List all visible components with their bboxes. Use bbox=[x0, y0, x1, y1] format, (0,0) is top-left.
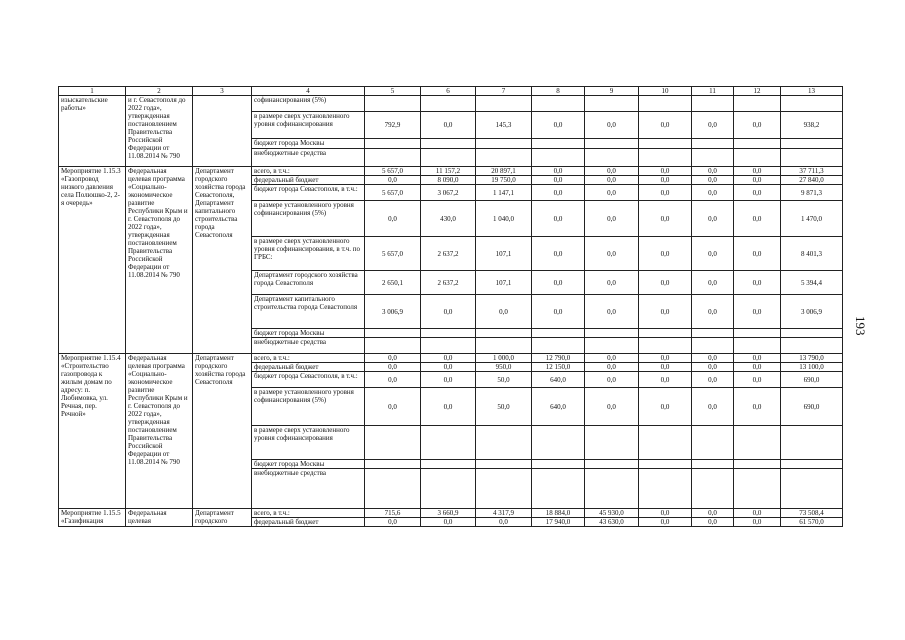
value-cell bbox=[476, 460, 532, 469]
value-cell bbox=[532, 426, 585, 460]
value-cell: 0,0 bbox=[692, 112, 734, 139]
funding-source-label: бюджет города Севастополя, в т.ч.: bbox=[252, 372, 365, 388]
value-cell: 792,9 bbox=[365, 112, 421, 139]
value-cell: 1 470,0 bbox=[781, 201, 843, 237]
funding-source-label: федеральный бюджет bbox=[252, 363, 365, 372]
value-cell: 107,1 bbox=[476, 271, 532, 295]
value-cell: 0,0 bbox=[639, 185, 692, 201]
header-cell: 10 bbox=[639, 87, 692, 96]
value-cell: 4 317,9 bbox=[476, 509, 532, 518]
value-cell bbox=[692, 139, 734, 149]
funding-source-label: внебюджетные средства bbox=[252, 338, 365, 354]
value-cell: 0,0 bbox=[532, 176, 585, 185]
value-cell bbox=[476, 96, 532, 112]
value-cell: 2 637,2 bbox=[421, 237, 476, 271]
value-cell bbox=[639, 469, 692, 509]
value-cell: 690,0 bbox=[781, 372, 843, 388]
value-cell bbox=[421, 139, 476, 149]
value-cell bbox=[365, 469, 421, 509]
value-cell bbox=[365, 460, 421, 469]
value-cell: 5 394,4 bbox=[781, 271, 843, 295]
value-cell: 8 090,0 bbox=[421, 176, 476, 185]
value-cell: 20 897,1 bbox=[476, 167, 532, 176]
value-cell bbox=[421, 460, 476, 469]
value-cell: 0,0 bbox=[692, 185, 734, 201]
funding-source-label: бюджет города Москвы bbox=[252, 139, 365, 149]
executor-cell: Департамент городского хозяйства города Севастополя bbox=[193, 354, 252, 509]
value-cell: 640,0 bbox=[532, 372, 585, 388]
value-cell: 640,0 bbox=[532, 388, 585, 426]
value-cell: 0,0 bbox=[734, 271, 781, 295]
value-cell bbox=[585, 149, 639, 167]
value-cell bbox=[585, 460, 639, 469]
header-cell: 3 bbox=[193, 87, 252, 96]
funding-source-label: бюджет города Москвы bbox=[252, 329, 365, 338]
funding-source-label: в размере сверх установленного уровня софинансирования bbox=[252, 112, 365, 139]
funding-source-label: всего, в т.ч.: bbox=[252, 509, 365, 518]
value-cell: 0,0 bbox=[692, 354, 734, 363]
value-cell: 5 657,0 bbox=[365, 237, 421, 271]
value-cell: 0,0 bbox=[734, 509, 781, 518]
value-cell bbox=[365, 338, 421, 354]
value-cell bbox=[532, 338, 585, 354]
value-cell: 0,0 bbox=[532, 201, 585, 237]
value-cell: 145,3 bbox=[476, 112, 532, 139]
funding-source-label: федеральный бюджет bbox=[252, 518, 365, 527]
funding-source-label: в размере сверх установленного уровня софинансирования, в т.ч. по ГРБС: bbox=[252, 237, 365, 271]
value-cell: 0,0 bbox=[692, 388, 734, 426]
value-cell: 0,0 bbox=[639, 372, 692, 388]
value-cell: 0,0 bbox=[692, 237, 734, 271]
value-cell: 0,0 bbox=[734, 518, 781, 527]
value-cell: 18 884,0 bbox=[532, 509, 585, 518]
value-cell: 0,0 bbox=[639, 167, 692, 176]
value-cell: 0,0 bbox=[734, 372, 781, 388]
value-cell: 0,0 bbox=[692, 518, 734, 527]
value-cell bbox=[365, 96, 421, 112]
header-row bbox=[59, 87, 843, 96]
value-cell: 0,0 bbox=[365, 176, 421, 185]
value-cell bbox=[639, 149, 692, 167]
value-cell: 0,0 bbox=[639, 518, 692, 527]
funding-source-label: бюджет города Севастополя, в т.ч.: bbox=[252, 185, 365, 201]
value-cell bbox=[585, 139, 639, 149]
value-cell bbox=[421, 329, 476, 338]
value-cell: 3 660,9 bbox=[421, 509, 476, 518]
value-cell: 13 100,0 bbox=[781, 363, 843, 372]
value-cell bbox=[692, 338, 734, 354]
funding-source-label: в размере установленного уровня софинансирования (5%) bbox=[252, 388, 365, 426]
value-cell bbox=[532, 139, 585, 149]
value-cell bbox=[692, 460, 734, 469]
table-row bbox=[59, 96, 843, 112]
value-cell: 3 006,9 bbox=[365, 295, 421, 329]
value-cell: 0,0 bbox=[585, 201, 639, 237]
value-cell: 45 930,0 bbox=[585, 509, 639, 518]
funding-source-label: Департамент городского хозяйства города Севастополя bbox=[252, 271, 365, 295]
header-cell: 11 bbox=[692, 87, 734, 96]
value-cell bbox=[585, 469, 639, 509]
value-cell bbox=[692, 469, 734, 509]
value-cell: 37 711,3 bbox=[781, 167, 843, 176]
value-cell bbox=[639, 96, 692, 112]
value-cell: 2 650,1 bbox=[365, 271, 421, 295]
value-cell: 2 637,2 bbox=[421, 271, 476, 295]
value-cell: 0,0 bbox=[734, 363, 781, 372]
program-cell: Федеральная целевая bbox=[126, 509, 193, 527]
value-cell bbox=[639, 460, 692, 469]
executor-cell bbox=[193, 96, 252, 167]
table-row bbox=[59, 354, 843, 363]
value-cell: 0,0 bbox=[734, 176, 781, 185]
value-cell: 0,0 bbox=[365, 201, 421, 237]
value-cell: 0,0 bbox=[476, 295, 532, 329]
header-cell: 4 bbox=[252, 87, 365, 96]
event-name-cell: Мероприятие 1.15.4 «Строительство газопровода к жилым домам по адресу: п. Любимовка, ул. Речная, пер. Речной» bbox=[59, 354, 126, 509]
value-cell: 0,0 bbox=[421, 295, 476, 329]
value-cell: 50,0 bbox=[476, 388, 532, 426]
value-cell: 0,0 bbox=[585, 363, 639, 372]
value-cell bbox=[585, 338, 639, 354]
executor-cell: Департамент городского хозяйства города Севастополя, Департамент капитального строительства города Севастополя bbox=[193, 167, 252, 354]
program-cell: Федеральная целевая программа «Социально-экономическое развитие Республики Крым и г. Севастополя до 2022 года», утвержденная постановлением Правительства Российской Федерации от 11.08.2014 № 790 bbox=[126, 354, 193, 509]
value-cell bbox=[532, 460, 585, 469]
value-cell bbox=[585, 96, 639, 112]
value-cell: 0,0 bbox=[585, 167, 639, 176]
value-cell: 0,0 bbox=[639, 112, 692, 139]
value-cell: 0,0 bbox=[639, 176, 692, 185]
event-name-cell: Мероприятие 1.15.5 «Газификация bbox=[59, 509, 126, 527]
value-cell: 1 040,0 bbox=[476, 201, 532, 237]
value-cell bbox=[532, 96, 585, 112]
value-cell: 430,0 bbox=[421, 201, 476, 237]
value-cell bbox=[734, 149, 781, 167]
value-cell bbox=[734, 96, 781, 112]
program-cell: Федеральная целевая программа «Социально-экономическое развитие Республики Крым и г. Севастополя до 2022 года», утвержденная постановлением Правительства Российской Федерации от 11.08.2014 № 790 bbox=[126, 167, 193, 354]
funding-source-label: внебюджетные средства bbox=[252, 149, 365, 167]
value-cell bbox=[639, 139, 692, 149]
value-cell: 950,0 bbox=[476, 363, 532, 372]
value-cell bbox=[639, 426, 692, 460]
value-cell bbox=[692, 96, 734, 112]
value-cell: 0,0 bbox=[734, 237, 781, 271]
header-cell: 7 bbox=[476, 87, 532, 96]
value-cell: 3 067,2 bbox=[421, 185, 476, 201]
program-cell: и г. Севастополя до 2022 года», утвержденная постановлением Правительства Российской Федерации от 11.08.2014 № 790 bbox=[126, 96, 193, 167]
funding-source-label: в размере установленного уровня софинансирования (5%) bbox=[252, 201, 365, 237]
value-cell: 107,1 bbox=[476, 237, 532, 271]
funding-source-label: внебюджетные средства bbox=[252, 469, 365, 509]
value-cell: 0,0 bbox=[692, 372, 734, 388]
value-cell: 0,0 bbox=[692, 201, 734, 237]
value-cell: 0,0 bbox=[734, 185, 781, 201]
budget-table bbox=[58, 86, 843, 527]
value-cell bbox=[692, 149, 734, 167]
header-cell: 8 bbox=[532, 87, 585, 96]
value-cell bbox=[365, 426, 421, 460]
value-cell: 19 750,0 bbox=[476, 176, 532, 185]
value-cell bbox=[781, 139, 843, 149]
value-cell: 27 840,0 bbox=[781, 176, 843, 185]
value-cell: 0,0 bbox=[734, 167, 781, 176]
value-cell bbox=[421, 96, 476, 112]
funding-source-label: федеральный бюджет bbox=[252, 176, 365, 185]
value-cell: 0,0 bbox=[639, 363, 692, 372]
value-cell: 73 508,4 bbox=[781, 509, 843, 518]
value-cell bbox=[476, 338, 532, 354]
value-cell: 0,0 bbox=[585, 271, 639, 295]
value-cell bbox=[421, 149, 476, 167]
value-cell: 43 630,0 bbox=[585, 518, 639, 527]
value-cell bbox=[585, 426, 639, 460]
value-cell: 11 157,2 bbox=[421, 167, 476, 176]
value-cell: 17 940,0 bbox=[532, 518, 585, 527]
table-row bbox=[59, 509, 843, 518]
funding-source-label: всего, в т.ч.: bbox=[252, 354, 365, 363]
value-cell: 0,0 bbox=[421, 363, 476, 372]
funding-source-label: бюджет города Москвы bbox=[252, 460, 365, 469]
value-cell: 0,0 bbox=[421, 518, 476, 527]
value-cell bbox=[476, 149, 532, 167]
value-cell: 0,0 bbox=[365, 518, 421, 527]
value-cell: 50,0 bbox=[476, 372, 532, 388]
header-cell: 5 bbox=[365, 87, 421, 96]
value-cell bbox=[781, 469, 843, 509]
header-cell: 13 bbox=[781, 87, 843, 96]
value-cell bbox=[532, 469, 585, 509]
value-cell: 61 570,0 bbox=[781, 518, 843, 527]
value-cell: 0,0 bbox=[585, 185, 639, 201]
event-name-cell: Мероприятие 1.15.3 «Газопровод низкого давления села Полюшко-2, 2-я очередь» bbox=[59, 167, 126, 354]
value-cell: 0,0 bbox=[532, 185, 585, 201]
value-cell bbox=[734, 460, 781, 469]
value-cell: 0,0 bbox=[639, 271, 692, 295]
value-cell bbox=[532, 329, 585, 338]
value-cell: 0,0 bbox=[585, 112, 639, 139]
value-cell bbox=[734, 329, 781, 338]
value-cell: 690,0 bbox=[781, 388, 843, 426]
value-cell: 0,0 bbox=[639, 237, 692, 271]
value-cell: 5 657,0 bbox=[365, 185, 421, 201]
value-cell: 0,0 bbox=[365, 363, 421, 372]
event-name-cell: изыскательские работы» bbox=[59, 96, 126, 167]
value-cell bbox=[365, 329, 421, 338]
value-cell: 0,0 bbox=[532, 295, 585, 329]
value-cell bbox=[734, 426, 781, 460]
value-cell bbox=[781, 338, 843, 354]
value-cell: 12 150,0 bbox=[532, 363, 585, 372]
value-cell: 1 147,1 bbox=[476, 185, 532, 201]
value-cell: 0,0 bbox=[692, 509, 734, 518]
value-cell: 715,6 bbox=[365, 509, 421, 518]
value-cell: 0,0 bbox=[692, 271, 734, 295]
funding-source-label: в размере сверх установленного уровня софинансирования bbox=[252, 426, 365, 460]
value-cell: 0,0 bbox=[692, 167, 734, 176]
value-cell: 0,0 bbox=[421, 372, 476, 388]
value-cell: 0,0 bbox=[476, 518, 532, 527]
value-cell bbox=[476, 426, 532, 460]
value-cell bbox=[639, 329, 692, 338]
value-cell: 9 871,3 bbox=[781, 185, 843, 201]
value-cell: 13 790,0 bbox=[781, 354, 843, 363]
value-cell: 0,0 bbox=[692, 295, 734, 329]
page-number: 193 bbox=[853, 316, 868, 336]
value-cell bbox=[421, 338, 476, 354]
value-cell bbox=[781, 149, 843, 167]
value-cell: 0,0 bbox=[639, 295, 692, 329]
table-row bbox=[59, 167, 843, 176]
header-cell: 1 bbox=[59, 87, 126, 96]
value-cell bbox=[365, 139, 421, 149]
value-cell: 0,0 bbox=[532, 167, 585, 176]
value-cell bbox=[734, 139, 781, 149]
value-cell: 0,0 bbox=[734, 112, 781, 139]
value-cell: 5 657,0 bbox=[365, 167, 421, 176]
value-cell bbox=[734, 338, 781, 354]
value-cell bbox=[421, 426, 476, 460]
value-cell: 0,0 bbox=[639, 509, 692, 518]
value-cell bbox=[692, 426, 734, 460]
value-cell: 0,0 bbox=[585, 372, 639, 388]
value-cell: 3 006,9 bbox=[781, 295, 843, 329]
value-cell: 0,0 bbox=[639, 354, 692, 363]
header-cell: 12 bbox=[734, 87, 781, 96]
value-cell: 0,0 bbox=[585, 295, 639, 329]
value-cell: 0,0 bbox=[734, 201, 781, 237]
value-cell: 8 401,3 bbox=[781, 237, 843, 271]
value-cell bbox=[781, 329, 843, 338]
value-cell bbox=[781, 96, 843, 112]
header-cell: 9 bbox=[585, 87, 639, 96]
value-cell: 0,0 bbox=[421, 388, 476, 426]
value-cell bbox=[476, 469, 532, 509]
value-cell: 0,0 bbox=[365, 372, 421, 388]
value-cell bbox=[781, 460, 843, 469]
value-cell bbox=[639, 338, 692, 354]
value-cell bbox=[692, 329, 734, 338]
value-cell bbox=[585, 329, 639, 338]
value-cell bbox=[365, 149, 421, 167]
value-cell: 0,0 bbox=[532, 237, 585, 271]
value-cell: 0,0 bbox=[532, 112, 585, 139]
value-cell: 0,0 bbox=[639, 388, 692, 426]
value-cell: 0,0 bbox=[585, 354, 639, 363]
value-cell: 0,0 bbox=[365, 388, 421, 426]
value-cell: 0,0 bbox=[585, 237, 639, 271]
value-cell bbox=[476, 329, 532, 338]
value-cell: 12 790,0 bbox=[532, 354, 585, 363]
value-cell: 0,0 bbox=[365, 354, 421, 363]
value-cell bbox=[476, 139, 532, 149]
value-cell: 0,0 bbox=[734, 354, 781, 363]
value-cell bbox=[532, 149, 585, 167]
header-cell: 2 bbox=[126, 87, 193, 96]
value-cell bbox=[734, 469, 781, 509]
value-cell: 0,0 bbox=[585, 176, 639, 185]
value-cell: 1 000,0 bbox=[476, 354, 532, 363]
header-cell: 6 bbox=[421, 87, 476, 96]
value-cell: 0,0 bbox=[734, 295, 781, 329]
value-cell: 0,0 bbox=[639, 201, 692, 237]
value-cell: 0,0 bbox=[692, 363, 734, 372]
value-cell: 0,0 bbox=[734, 388, 781, 426]
funding-source-label: софинансирования (5%) bbox=[252, 96, 365, 112]
value-cell: 0,0 bbox=[585, 388, 639, 426]
value-cell bbox=[421, 469, 476, 509]
funding-source-label: Департамент капитального строительства города Севастополя bbox=[252, 295, 365, 329]
executor-cell: Департамент городского bbox=[193, 509, 252, 527]
funding-source-label: всего, в т.ч.: bbox=[252, 167, 365, 176]
value-cell bbox=[781, 426, 843, 460]
value-cell: 938,2 bbox=[781, 112, 843, 139]
value-cell: 0,0 bbox=[421, 112, 476, 139]
value-cell: 0,0 bbox=[421, 354, 476, 363]
value-cell: 0,0 bbox=[692, 176, 734, 185]
value-cell: 0,0 bbox=[532, 271, 585, 295]
